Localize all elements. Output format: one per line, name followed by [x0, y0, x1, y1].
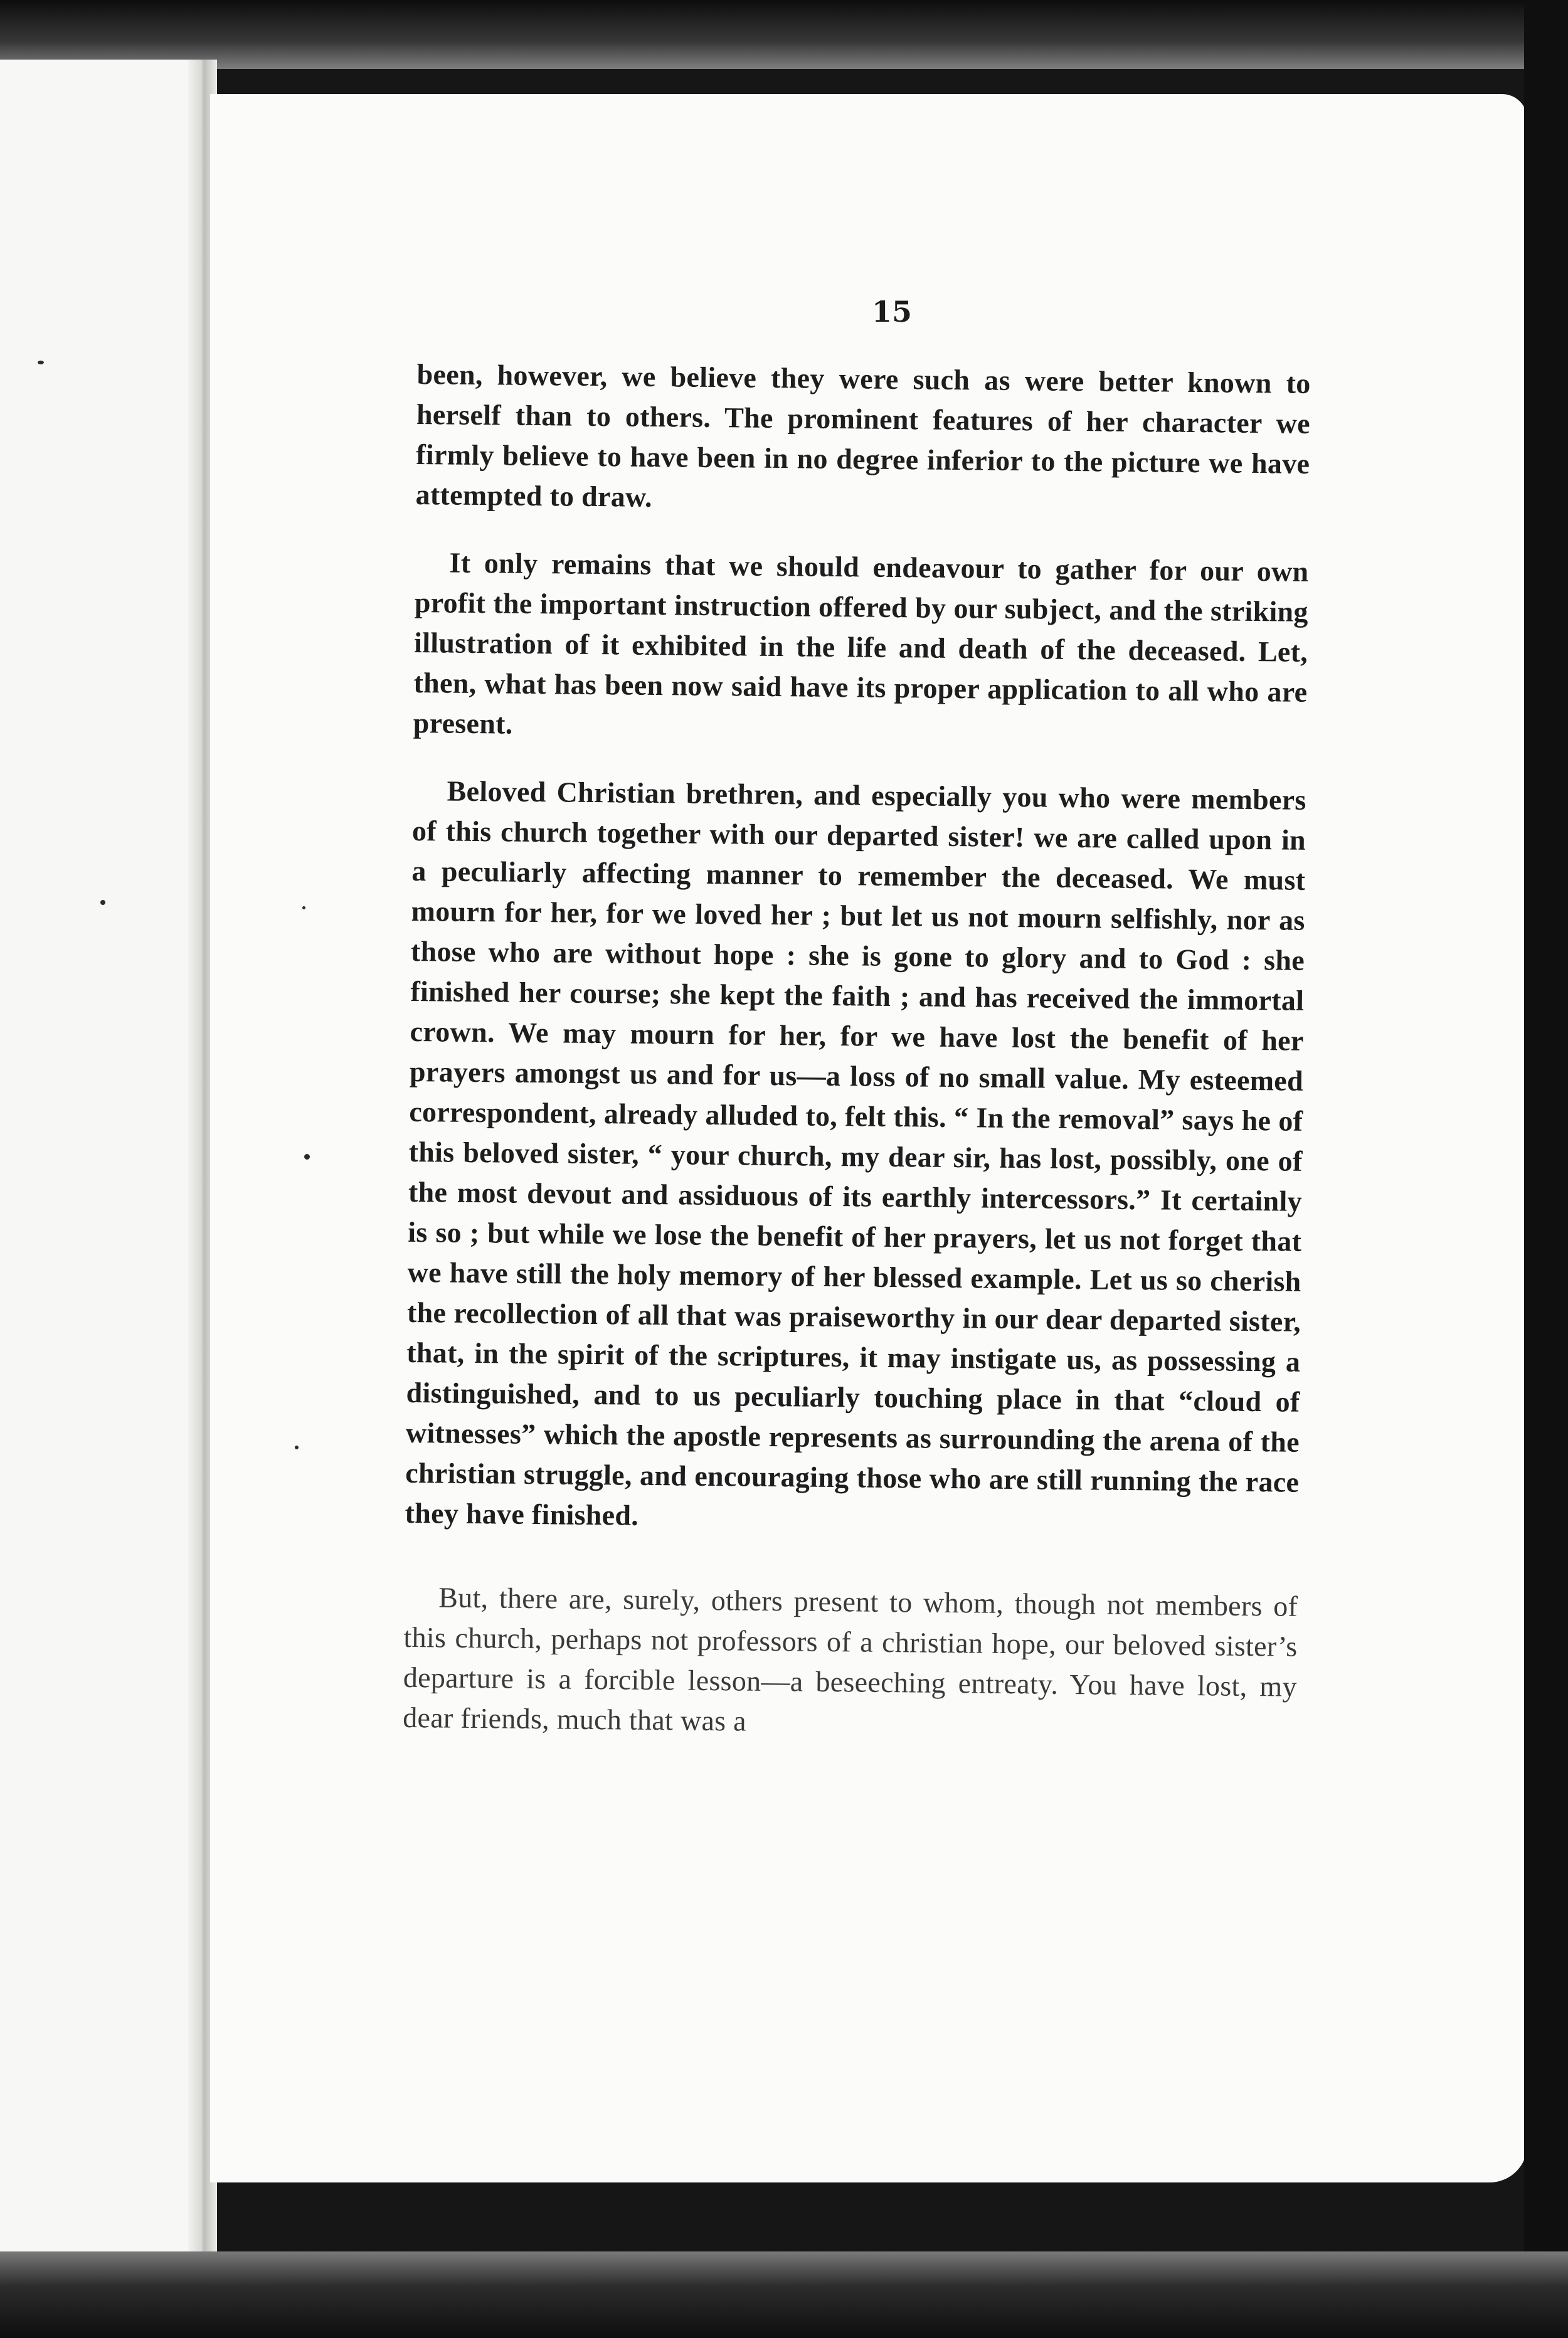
scanner-bottom-edge	[0, 2251, 1568, 2338]
ink-speck	[38, 361, 44, 364]
scanner-top-edge	[0, 0, 1568, 69]
page-number: 15	[872, 295, 913, 329]
left-blank-page	[0, 60, 199, 2280]
body-text	[402, 354, 1310, 1775]
ink-speck	[302, 906, 305, 909]
ink-speck	[100, 900, 105, 905]
paragraph-3: Beloved Christian brethren, and especially you who were members of this church together with our departed sister! we are called upon in a peculiarly affecting manner to remember the deceased. We must mourn for her, for we loved her ; but let us not mourn selfishly, nor as those who are without hope : she is gone to glory and to God : she finished her course; she kept the faith ; and has received the immortal crown. We may mourn for her, for we have lost the benefit of her prayers amongst us and for us—a loss of no small value. My esteemed correspondent, already alluded to, felt this. “ In the removal” says he of this beloved sister, “ your church, my dear sir, has lost, possibly, one of the most devout and assiduous of its earthly intercessors.” It certainly is so ; but while we lose the benefit of her prayers, let us not forget that we have still the holy memory of her blessed example. Let us so cherish the recollection of all that was praiseworthy in our dear departed sister, that, in the spirit of the scriptures, it may instigate us, as possessing a distinguished, and to us peculiarly touching place in that “cloud of witnesses” which the apostle represents as surrounding the arena of the christian struggle, and encouraging those who are still running the race they have finished.	[405, 775, 1306, 1531]
paragraph-2: It only remains that we should endeavour to gather for our own profit the important instruction offered by our subject, and the striking illustration of it exhibited in the life and death of the deceased. Let, then, what has been now said have its proper application to all who are present.	[413, 546, 1309, 740]
scanner-right-edge	[1524, 0, 1568, 2338]
ink-speck	[295, 1446, 299, 1449]
paragraph-1: been, however, we believe they were such as were better known to herself than to others. The prominent features of her character we firmly believe to have been in no degree inferior to the picture we have attempted to draw.	[415, 357, 1311, 513]
ink-speck	[304, 1154, 310, 1160]
paragraph-4: But, there are, surely, others present to whom, though not members of this church, perhaps not professors of a christian hope, our beloved sister’s departure is a forcible lesson—a beseeching entreaty. You have lost, my dear friends, much that was a	[402, 1581, 1298, 1737]
